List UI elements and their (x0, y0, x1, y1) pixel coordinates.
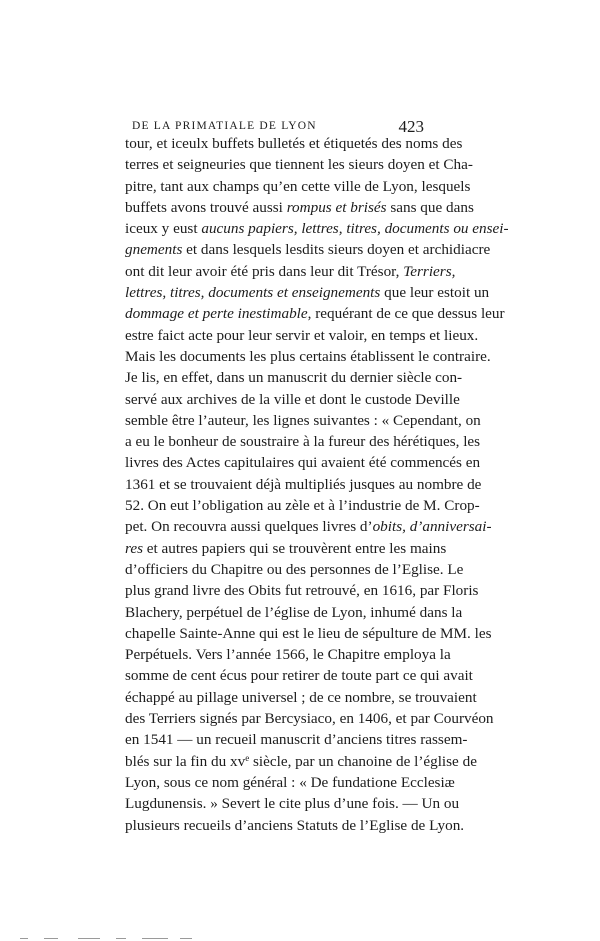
text-segment: , requérant de ce que dessus leur (307, 305, 505, 323)
text-segment: Perpétuels. Vers l’année 1566, le Chapitre employa la (125, 646, 451, 664)
text-segment: blés sur la fin du xv (125, 752, 246, 770)
italic-text: Terriers, (403, 262, 456, 280)
text-segment: somme de cent écus pour retirer de toute part ce qui avait (125, 667, 473, 685)
page-number: 423 (398, 117, 424, 136)
text-segment: estre faict acte pour leur servir et valoir, en temps et lieux. (125, 326, 479, 344)
text-line (125, 197, 474, 218)
text-line (125, 346, 491, 367)
text-segment: Je lis, en effet, dans un manuscrit du dernier siècle con- (125, 369, 463, 387)
text-segment: plus grand livre des Obits fut retrouvé, en 1616, par Floris (125, 582, 479, 600)
text-line (125, 772, 455, 793)
text-line (125, 389, 460, 410)
italic-text: lettres, titres, documents et enseignements (125, 284, 381, 302)
text-line (125, 751, 477, 772)
text-line (125, 367, 463, 388)
text-line (125, 708, 494, 729)
text-line (125, 303, 505, 324)
text-segment: buffets avons trouvé aussi (125, 198, 287, 216)
text-line (125, 218, 509, 239)
text-segment: que leur estoit un (380, 284, 490, 302)
text-line (125, 687, 477, 708)
text-line (125, 133, 463, 154)
text-segment: tour, et iceulx buffets bulletés et étiquetés des noms des (125, 135, 463, 152)
text-segment: Mais les documents les plus certains établissent le contraire. (125, 347, 491, 365)
text-segment: des Terriers signés par Bercysiaco, en 1406, et par Courvéon (125, 710, 494, 728)
superscript: e (245, 752, 250, 763)
text-segment: livres des Actes capitulaires qui avaient été commencés en (125, 454, 481, 472)
text-segment: pitre, tant aux champs qu’en cette ville de Lyon, lesquels (125, 177, 471, 195)
italic-text: gnements (125, 241, 183, 259)
text-line (125, 580, 479, 601)
text-line (125, 623, 492, 644)
text-segment: chapelle Sainte-Anne qui est le lieu de sépulture de MM. les (125, 624, 492, 642)
text-segment: sans que dans (386, 198, 474, 216)
text-segment: et dans lesquels lesdits sieurs doyen et archidiacre (182, 241, 491, 259)
text-line (125, 176, 471, 197)
italic-text: rompus et brisés (286, 198, 387, 216)
text-segment: Blachery, perpétuel de l’église de Lyon, inhumé dans la (125, 603, 463, 621)
text-segment: d’officiers du Chapitre ou des personnes de l’Eglise. Le (125, 560, 464, 578)
italic-text: res (125, 539, 143, 557)
text-line (125, 793, 460, 814)
text-segment: a eu le bonheur de soustraire à la fureur des hérétiques, les (125, 433, 481, 451)
text-segment: Lyon, sous ce nom général : « De fundatione Ecclesiæ (125, 773, 455, 791)
italic-text: dommage et perte inestimable (125, 305, 308, 323)
text-line (125, 665, 473, 686)
text-segment: terres et seigneuries que tiennent les sieurs doyen et Cha- (125, 156, 473, 174)
italic-text: obits, d’anniversai- (372, 518, 492, 536)
italic-text: aucuns papiers, lettres, titres, documents ou ensei- (201, 220, 509, 238)
text-segment: servé aux archives de la ville et dont le custode Deville (125, 390, 460, 408)
text-line (125, 282, 490, 303)
text-line (125, 516, 492, 537)
text-line (125, 644, 451, 665)
text-line (125, 154, 473, 175)
text-line (125, 325, 479, 346)
text-line (125, 452, 481, 473)
text-line (125, 815, 465, 836)
text-segment: Lugdunensis. » Severt le cite plus d’une fois. — Un ou (125, 795, 460, 813)
text-line (125, 495, 480, 516)
text-line (125, 559, 464, 580)
body-text (125, 133, 509, 836)
text-segment: semble être l’auteur, les lignes suivantes : « Cependant, on (125, 411, 481, 429)
text-segment: 1361 et se trouvaient déjà multipliés jusques au nombre de (125, 475, 482, 493)
text-line (125, 602, 463, 623)
text-line (125, 239, 491, 260)
text-line (125, 261, 456, 282)
text-line (125, 431, 481, 452)
text-segment: siècle, par un chanoine de l’église de (249, 752, 477, 770)
text-segment: ont dit leur avoir été pris dans leur dit Trésor, (125, 262, 404, 280)
text-segment: iceux y eust (125, 220, 202, 238)
text-segment: en 1541 — un recueil manuscrit d’anciens titres rassem- (125, 731, 468, 749)
page-bottom-edge (20, 935, 220, 939)
text-line (125, 729, 468, 750)
running-title: DE LA PRIMATIALE DE LYON (132, 120, 317, 132)
text-segment: pet. On recouvra aussi quelques livres d’ (125, 518, 373, 536)
text-line (125, 538, 447, 559)
text-line (125, 410, 481, 431)
text-segment: et autres papiers qui se trouvèrent entre les mains (143, 539, 447, 557)
text-segment: échappé au pillage universel ; de ce nombre, se trouvaient (125, 688, 477, 706)
text-segment: plusieurs recueils d’anciens Statuts de l’Eglise de Lyon. (125, 816, 465, 834)
text-segment: 52. On eut l’obligation au zèle et à l’industrie de M. Crop- (125, 497, 480, 515)
text-line (125, 474, 482, 495)
